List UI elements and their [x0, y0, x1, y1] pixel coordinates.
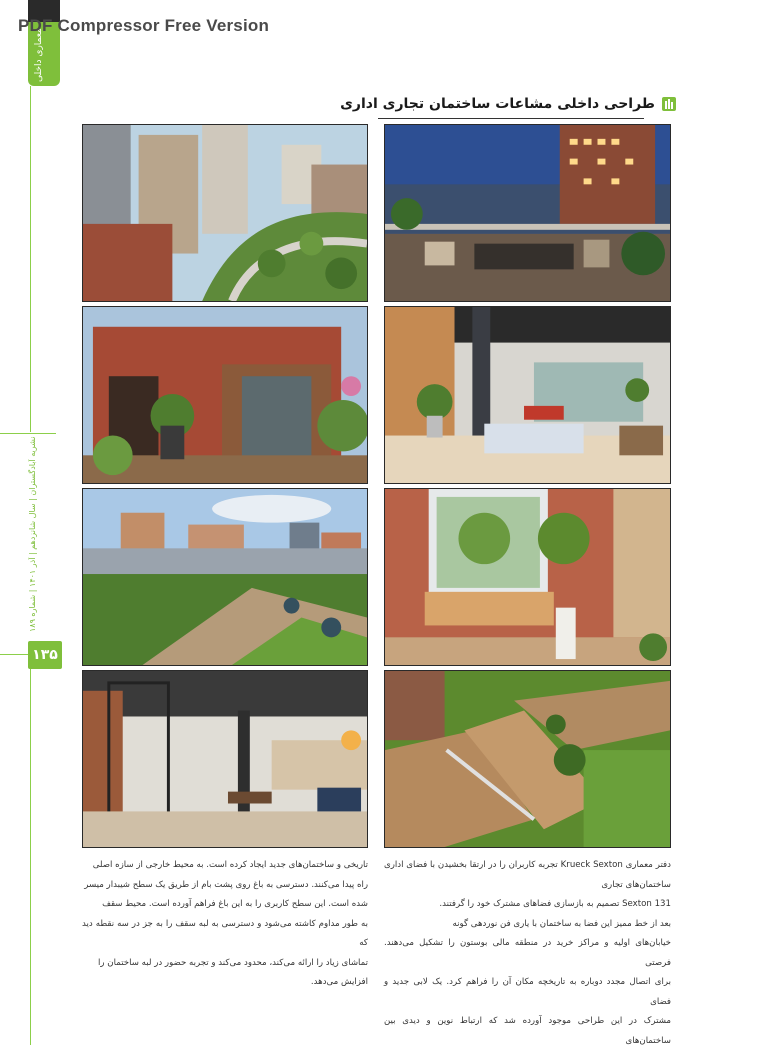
building-icon — [661, 96, 677, 112]
text-line: برای اتصال مجدد دوباره به تاریخچه مکان آن را فراهم کرد. یک لابی جدید و فضای — [384, 977, 671, 1007]
article-header — [340, 92, 677, 116]
photo-cafe-interior — [82, 670, 368, 848]
margin-rule-horizontal — [0, 433, 56, 434]
photo-open-lobby — [384, 306, 671, 484]
body-text-right — [384, 856, 671, 1051]
photo-rooftop-lounge-night — [384, 124, 671, 302]
text-line: خیابان‌های اولیه و مراکز خرید در منطقه مالی بوستون را تشکیل می‌دهند. فرصتی — [384, 938, 671, 968]
margin-rule-bottom — [30, 669, 31, 1045]
text-line: به طور مداوم کاشته می‌شود و دسترسی به لبه سقف را به جز در سه نقطه دید که — [82, 918, 368, 948]
margin-rule-top — [30, 86, 31, 432]
text-line: تماشای زیاد را ارائه می‌کند، محدود می‌کند و تجربه حضور در لبه ساختمان را — [98, 957, 368, 968]
page-number: ۱۳۵ — [28, 641, 62, 669]
photo-city-aerial — [82, 124, 368, 302]
text-line: مشترک در این طراحی موجود آورده شد که ارتباط نوین و دیدی بین ساختمان‌های — [384, 1016, 671, 1046]
page-number-rule — [0, 654, 28, 655]
title-underline — [378, 118, 644, 119]
text-line: افزایش می‌دهد. — [310, 977, 368, 987]
journal-info: نشریه آبادگستران | سال شانزدهم | آذر ۱۴۰۱ | شماره ۱۸۹ — [28, 436, 37, 632]
watermark-text: PDF Compressor Free Version — [18, 16, 270, 35]
photo-brick-terrace — [82, 306, 368, 484]
article-title: طراحی داخلی مشاعات ساختمان تجاری اداری — [340, 96, 655, 112]
photo-rooftop-garden — [82, 488, 368, 666]
text-line: شده است. این سطح کاربری را به این باغ فراهم آورده است. محیط سقف — [102, 899, 368, 909]
photo-window-seat — [384, 488, 671, 666]
section-tab — [28, 0, 60, 86]
text-line: بعد از خط ممیز این فضا به ساختمان با یاری فن نوردهی گونه — [452, 918, 671, 929]
text-line: 131 Sexton تصمیم به بازسازی فضاهای مشترک خود را گرفتند. — [439, 899, 671, 909]
section-tab-label: معماری داخلی — [34, 28, 44, 82]
text-line: دفتر معماری Krueck Sexton تجربه کاربران را در ارتقا بخشیدن با فضای اداری ساختمان‌های تجاری — [384, 860, 671, 890]
text-line: تاریخی و ساختمان‌های جدید ایجاد کرده است. به محیط خارجی از سازه اصلی — [92, 860, 368, 870]
photo-stepped-deck — [384, 670, 671, 848]
body-text-left — [82, 856, 368, 993]
text-line: راه پیدا می‌کنند. دسترسی به باغ روی پشت بام از طریق یک سطح شیبدار میسر — [84, 879, 368, 890]
